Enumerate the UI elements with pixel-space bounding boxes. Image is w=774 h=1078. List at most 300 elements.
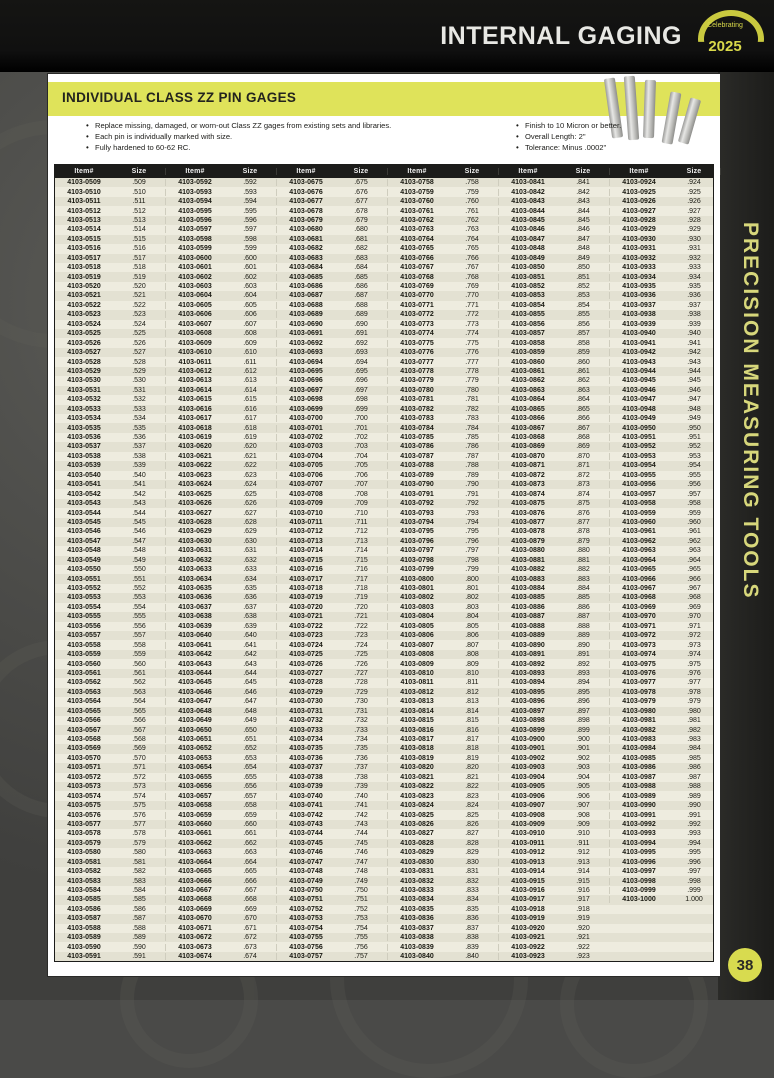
cell-size: .592 xyxy=(243,179,257,187)
cell-size: .968 xyxy=(687,594,701,602)
table-cell-group xyxy=(498,906,609,913)
cell-size: .600 xyxy=(243,254,257,262)
cell-item-number: 4103-0546 xyxy=(67,528,101,536)
table-cell-group xyxy=(276,566,387,573)
cell-size: .528 xyxy=(132,358,146,366)
cell-size: .969 xyxy=(687,603,701,611)
table-cell-group xyxy=(609,377,720,384)
cell-size: .821 xyxy=(465,773,479,781)
table-cell-group xyxy=(55,736,165,743)
table-cell-group xyxy=(276,868,387,875)
cell-item-number: 4103-0601 xyxy=(178,264,212,272)
cell-item-number: 4103-0559 xyxy=(67,651,101,659)
cell-size: .819 xyxy=(465,754,479,762)
table-cell-group xyxy=(276,462,387,469)
cell-size: .891 xyxy=(576,651,590,659)
cell-item-number: 4103-0753 xyxy=(289,915,323,923)
cell-item-number: 4103-0671 xyxy=(178,924,212,932)
column-header-item: Item# xyxy=(407,168,427,175)
cell-size: .647 xyxy=(243,698,257,706)
cell-size: .927 xyxy=(687,207,701,215)
table-row xyxy=(55,640,713,649)
table-cell-group xyxy=(165,208,276,215)
cell-size: .673 xyxy=(243,943,257,951)
cell-item-number: 4103-0823 xyxy=(400,792,434,800)
cell-size: .705 xyxy=(354,462,368,470)
cell-item-number: 4103-0525 xyxy=(67,330,101,338)
cell-item-number: 4103-0871 xyxy=(511,462,545,470)
cell-size: .918 xyxy=(576,905,590,913)
cell-size: .632 xyxy=(243,556,257,564)
table-cell-group xyxy=(276,887,387,894)
table-cell-group xyxy=(387,481,498,488)
cell-size: .842 xyxy=(576,188,590,196)
cell-item-number: 4103-0509 xyxy=(67,179,101,187)
cell-item-number: 4103-0878 xyxy=(511,528,545,536)
cell-item-number: 4103-0651 xyxy=(178,736,212,744)
table-row xyxy=(55,763,713,772)
cell-item-number: 4103-0950 xyxy=(622,424,656,432)
cell-size: .861 xyxy=(576,367,590,375)
table-cell-group xyxy=(55,359,165,366)
table-cell-group xyxy=(387,179,498,186)
table-cell-group xyxy=(498,510,609,517)
table-cell-group xyxy=(498,274,609,281)
cell-size: .541 xyxy=(132,481,146,489)
cell-size: .989 xyxy=(687,792,701,800)
table-cell-group xyxy=(609,443,720,450)
cell-size: .812 xyxy=(465,688,479,696)
cell-size: .642 xyxy=(243,651,257,659)
cell-size: .893 xyxy=(576,669,590,677)
table-row xyxy=(55,244,713,253)
cell-size: .977 xyxy=(687,679,701,687)
cell-size: .641 xyxy=(243,641,257,649)
cell-size: .560 xyxy=(132,660,146,668)
cell-item-number: 4103-0742 xyxy=(289,811,323,819)
cell-item-number: 4103-0841 xyxy=(511,179,545,187)
table-row xyxy=(55,810,713,819)
cell-item-number: 4103-0645 xyxy=(178,679,212,687)
table-row xyxy=(55,725,713,734)
cell-item-number: 4103-0814 xyxy=(400,707,434,715)
cell-size: .966 xyxy=(687,575,701,583)
cell-item-number: 4103-0663 xyxy=(178,849,212,857)
cell-item-number: 4103-0731 xyxy=(289,707,323,715)
cell-item-number: 4103-0531 xyxy=(67,386,101,394)
cell-size: .895 xyxy=(576,688,590,696)
cell-item-number: 4103-0599 xyxy=(178,245,212,253)
table-cell-group xyxy=(165,953,276,960)
cell-item-number: 4103-0694 xyxy=(289,358,323,366)
cell-size: .906 xyxy=(576,792,590,800)
table-cell-group xyxy=(609,670,720,677)
table-cell-group xyxy=(609,245,720,252)
cell-item-number: 4103-0554 xyxy=(67,603,101,611)
cell-item-number: 4103-0824 xyxy=(400,802,434,810)
cell-size: .650 xyxy=(243,726,257,734)
cell-size: .913 xyxy=(576,858,590,866)
cell-item-number: 4103-0790 xyxy=(400,481,434,489)
table-cell-group xyxy=(276,736,387,743)
table-cell-group xyxy=(165,623,276,630)
cell-item-number: 4103-1000 xyxy=(622,896,656,904)
cell-item-number: 4103-0880 xyxy=(511,547,545,555)
table-cell-group xyxy=(498,745,609,752)
cell-size: .652 xyxy=(243,745,257,753)
table-cell-group xyxy=(387,359,498,366)
cell-size: .767 xyxy=(465,264,479,272)
table-cell-group xyxy=(165,745,276,752)
cell-item-number: 4103-0890 xyxy=(511,641,545,649)
cell-item-number: 4103-0986 xyxy=(622,764,656,772)
cell-size: .774 xyxy=(465,330,479,338)
table-cell-group xyxy=(55,840,165,847)
cell-item-number: 4103-0544 xyxy=(67,509,101,517)
table-row xyxy=(55,386,713,395)
table-cell-group xyxy=(498,774,609,781)
table-cell-group xyxy=(387,755,498,762)
cell-size: .530 xyxy=(132,377,146,385)
cell-size: .944 xyxy=(687,367,701,375)
cell-item-number: 4103-0848 xyxy=(511,245,545,253)
content-sheet xyxy=(48,74,720,976)
cell-size: .712 xyxy=(354,528,368,536)
cell-size: .971 xyxy=(687,622,701,630)
table-cell-group xyxy=(165,481,276,488)
cell-item-number: 4103-0667 xyxy=(178,887,212,895)
cell-item-number: 4103-0521 xyxy=(67,292,101,300)
table-cell-group xyxy=(276,604,387,611)
cell-item-number: 4103-0612 xyxy=(178,367,212,375)
cell-item-number: 4103-0673 xyxy=(178,943,212,951)
table-cell-group xyxy=(55,708,165,715)
cell-size: .803 xyxy=(465,603,479,611)
table-cell-group xyxy=(55,566,165,573)
column-header-item: Item# xyxy=(74,168,94,175)
table-cell-group xyxy=(55,528,165,535)
cell-item-number: 4103-0955 xyxy=(622,471,656,479)
cell-size: .608 xyxy=(243,330,257,338)
cell-size: .753 xyxy=(354,915,368,923)
table-cell-group xyxy=(387,425,498,432)
cell-item-number: 4103-0585 xyxy=(67,896,101,904)
cell-size: .588 xyxy=(132,924,146,932)
cell-item-number: 4103-0874 xyxy=(511,490,545,498)
table-cell-group xyxy=(276,330,387,337)
cell-item-number: 4103-0839 xyxy=(400,943,434,951)
table-cell-group xyxy=(165,651,276,658)
table-cell-group xyxy=(498,840,609,847)
cell-item-number: 4103-0768 xyxy=(400,273,434,281)
cell-item-number: 4103-0679 xyxy=(289,216,323,224)
table-cell-group xyxy=(276,576,387,583)
cell-size: .934 xyxy=(687,273,701,281)
cell-item-number: 4103-0873 xyxy=(511,481,545,489)
cell-size: .716 xyxy=(354,566,368,574)
table-cell-group xyxy=(55,745,165,752)
cell-size: .884 xyxy=(576,585,590,593)
cell-size: .799 xyxy=(465,566,479,574)
table-cell-group xyxy=(609,849,720,856)
table-cell-group xyxy=(55,519,165,526)
cell-item-number: 4103-0833 xyxy=(400,887,434,895)
table-row xyxy=(55,782,713,791)
table-cell-group xyxy=(387,830,498,837)
cell-item-number: 4103-0698 xyxy=(289,396,323,404)
cell-size: .606 xyxy=(243,311,257,319)
table-cell-group xyxy=(165,453,276,460)
table-cell-group xyxy=(276,311,387,318)
cell-item-number: 4103-0937 xyxy=(622,301,656,309)
cell-size: .577 xyxy=(132,820,146,828)
table-cell-group xyxy=(498,878,609,885)
cell-size: .575 xyxy=(132,802,146,810)
cell-size: .630 xyxy=(243,537,257,545)
cell-item-number: 4103-0689 xyxy=(289,311,323,319)
table-cell-group xyxy=(55,179,165,186)
table-cell-group xyxy=(55,906,165,913)
cell-item-number: 4103-0816 xyxy=(400,726,434,734)
table-cell-group xyxy=(55,415,165,422)
cell-item-number: 4103-0870 xyxy=(511,452,545,460)
cell-item-number: 4103-0570 xyxy=(67,754,101,762)
table-cell-group xyxy=(55,642,165,649)
cell-size: .838 xyxy=(465,934,479,942)
cell-size: .900 xyxy=(576,736,590,744)
cell-item-number: 4103-0840 xyxy=(400,953,434,961)
bullet-item: • Fully hardened to 60-62 RC. xyxy=(86,144,486,153)
table-cell-group xyxy=(55,462,165,469)
table-cell-group xyxy=(498,717,609,724)
cell-item-number: 4103-0635 xyxy=(178,585,212,593)
cell-size: .810 xyxy=(465,669,479,677)
column-header-size: Size xyxy=(353,168,369,175)
cell-size: .805 xyxy=(465,622,479,630)
cell-size: .788 xyxy=(465,462,479,470)
cell-item-number: 4103-0592 xyxy=(178,179,212,187)
table-cell-group xyxy=(165,708,276,715)
table-cell-group xyxy=(165,906,276,913)
cell-size: .535 xyxy=(132,424,146,432)
cell-size: .837 xyxy=(465,924,479,932)
cell-size: .509 xyxy=(132,179,146,187)
table-cell-group xyxy=(387,670,498,677)
cell-item-number: 4103-0692 xyxy=(289,339,323,347)
cell-size: .525 xyxy=(132,330,146,338)
table-cell-group xyxy=(165,670,276,677)
cell-size: .609 xyxy=(243,339,257,347)
cell-size: .922 xyxy=(576,943,590,951)
table-cell-group xyxy=(165,236,276,243)
table-cell-group xyxy=(609,576,720,583)
cell-item-number: 4103-0727 xyxy=(289,669,323,677)
cell-item-number: 4103-0962 xyxy=(622,537,656,545)
cell-item-number: 4103-0901 xyxy=(511,745,545,753)
cell-item-number: 4103-0697 xyxy=(289,386,323,394)
table-cell-group xyxy=(276,821,387,828)
table-cell-group xyxy=(276,481,387,488)
table-cell-group xyxy=(387,736,498,743)
cell-item-number: 4103-0909 xyxy=(511,820,545,828)
table-cell-group xyxy=(387,321,498,328)
cell-size: .990 xyxy=(687,802,701,810)
table-cell-group xyxy=(498,576,609,583)
cell-size: .707 xyxy=(354,481,368,489)
table-cell-group xyxy=(609,604,720,611)
cell-size: .571 xyxy=(132,764,146,772)
table-cell-group xyxy=(165,679,276,686)
cell-item-number: 4103-0762 xyxy=(400,216,434,224)
table-cell-group xyxy=(498,538,609,545)
table-cell-group xyxy=(387,812,498,819)
cell-item-number: 4103-0734 xyxy=(289,736,323,744)
cell-size: .512 xyxy=(132,207,146,215)
table-cell-group xyxy=(387,802,498,809)
cell-item-number: 4103-0776 xyxy=(400,349,434,357)
table-cell-group xyxy=(55,812,165,819)
cell-size: .793 xyxy=(465,509,479,517)
cell-item-number: 4103-0921 xyxy=(511,934,545,942)
table-cell-group xyxy=(276,189,387,196)
cell-item-number: 4103-0542 xyxy=(67,490,101,498)
cell-item-number: 4103-0864 xyxy=(511,396,545,404)
cell-item-number: 4103-0994 xyxy=(622,839,656,847)
cell-item-number: 4103-0709 xyxy=(289,500,323,508)
table-cell-group xyxy=(387,793,498,800)
cell-item-number: 4103-0920 xyxy=(511,924,545,932)
cell-size: .937 xyxy=(687,301,701,309)
table-cell-group xyxy=(165,387,276,394)
table-cell-group xyxy=(387,255,498,262)
cell-item-number: 4103-0518 xyxy=(67,264,101,272)
cell-size: .910 xyxy=(576,830,590,838)
cell-item-number: 4103-0510 xyxy=(67,188,101,196)
cell-item-number: 4103-0629 xyxy=(178,528,212,536)
cell-size: .907 xyxy=(576,802,590,810)
cell-item-number: 4103-0633 xyxy=(178,566,212,574)
table-cell-group xyxy=(387,717,498,724)
table-cell-group xyxy=(276,377,387,384)
cell-item-number: 4103-0789 xyxy=(400,471,434,479)
cell-item-number: 4103-0818 xyxy=(400,745,434,753)
table-cell-group xyxy=(276,925,387,932)
cell-size: .814 xyxy=(465,707,479,715)
table-cell-group xyxy=(55,198,165,205)
table-cell-group xyxy=(609,764,720,771)
table-row xyxy=(55,754,713,763)
cell-size: .568 xyxy=(132,736,146,744)
cell-item-number: 4103-0643 xyxy=(178,660,212,668)
cell-size: .945 xyxy=(687,377,701,385)
cell-item-number: 4103-0842 xyxy=(511,188,545,196)
cell-item-number: 4103-0966 xyxy=(622,575,656,583)
cell-item-number: 4103-0517 xyxy=(67,254,101,262)
cell-item-number: 4103-0815 xyxy=(400,717,434,725)
cell-size: .539 xyxy=(132,462,146,470)
cell-size: .943 xyxy=(687,358,701,366)
section-side-tab xyxy=(718,72,774,1000)
cell-item-number: 4103-0822 xyxy=(400,783,434,791)
table-cell-group xyxy=(276,528,387,535)
table-cell-group xyxy=(609,783,720,790)
cell-item-number: 4103-0978 xyxy=(622,688,656,696)
cell-item-number: 4103-0999 xyxy=(622,887,656,895)
cell-item-number: 4103-0886 xyxy=(511,603,545,611)
cell-item-number: 4103-0710 xyxy=(289,509,323,517)
table-cell-group xyxy=(609,198,720,205)
cell-size: .565 xyxy=(132,707,146,715)
cell-size: .808 xyxy=(465,651,479,659)
cell-item-number: 4103-0555 xyxy=(67,613,101,621)
cell-size: .946 xyxy=(687,386,701,394)
cell-size: .796 xyxy=(465,537,479,545)
cell-item-number: 4103-0550 xyxy=(67,566,101,574)
cell-size: .597 xyxy=(243,226,257,234)
cell-item-number: 4103-0973 xyxy=(622,641,656,649)
table-row xyxy=(55,357,713,366)
cell-size: .639 xyxy=(243,622,257,630)
table-cell-group xyxy=(387,189,498,196)
cell-size: .527 xyxy=(132,349,146,357)
table-row xyxy=(55,480,713,489)
cell-size: .776 xyxy=(465,349,479,357)
table-cell-group xyxy=(498,915,609,922)
cell-size: .970 xyxy=(687,613,701,621)
cell-size: .749 xyxy=(354,877,368,885)
cell-size: .894 xyxy=(576,679,590,687)
cell-size: .993 xyxy=(687,830,701,838)
cell-size: .645 xyxy=(243,679,257,687)
cell-size: .679 xyxy=(354,216,368,224)
table-cell-group xyxy=(498,670,609,677)
cell-item-number: 4103-0740 xyxy=(289,792,323,800)
table-cell-group xyxy=(387,274,498,281)
table-row xyxy=(55,744,713,753)
cell-item-number: 4103-0622 xyxy=(178,462,212,470)
cell-size: .777 xyxy=(465,358,479,366)
cell-item-number: 4103-0899 xyxy=(511,726,545,734)
feature-bullets xyxy=(48,122,720,162)
table-row xyxy=(55,801,713,810)
table-cell-group xyxy=(276,274,387,281)
cell-size: .976 xyxy=(687,669,701,677)
cell-item-number: 4103-0975 xyxy=(622,660,656,668)
cell-item-number: 4103-0677 xyxy=(289,198,323,206)
table-cell-group xyxy=(609,292,720,299)
cell-size: .561 xyxy=(132,669,146,677)
table-cell-group xyxy=(609,802,720,809)
table-cell-group xyxy=(609,651,720,658)
table-cell-group xyxy=(609,302,720,309)
cell-item-number: 4103-0857 xyxy=(511,330,545,338)
cell-item-number: 4103-0777 xyxy=(400,358,434,366)
cell-item-number: 4103-0953 xyxy=(622,452,656,460)
cell-size: .892 xyxy=(576,660,590,668)
cell-item-number: 4103-0678 xyxy=(289,207,323,215)
cell-size: .833 xyxy=(465,887,479,895)
table-row xyxy=(55,848,713,857)
cell-size: .660 xyxy=(243,820,257,828)
cell-size: .849 xyxy=(576,254,590,262)
cell-size: .542 xyxy=(132,490,146,498)
cell-item-number: 4103-0529 xyxy=(67,367,101,375)
cell-item-number: 4103-0802 xyxy=(400,594,434,602)
table-cell-group xyxy=(387,519,498,526)
cell-item-number: 4103-0850 xyxy=(511,264,545,272)
cell-size: .874 xyxy=(576,490,590,498)
cell-item-number: 4103-0593 xyxy=(178,188,212,196)
